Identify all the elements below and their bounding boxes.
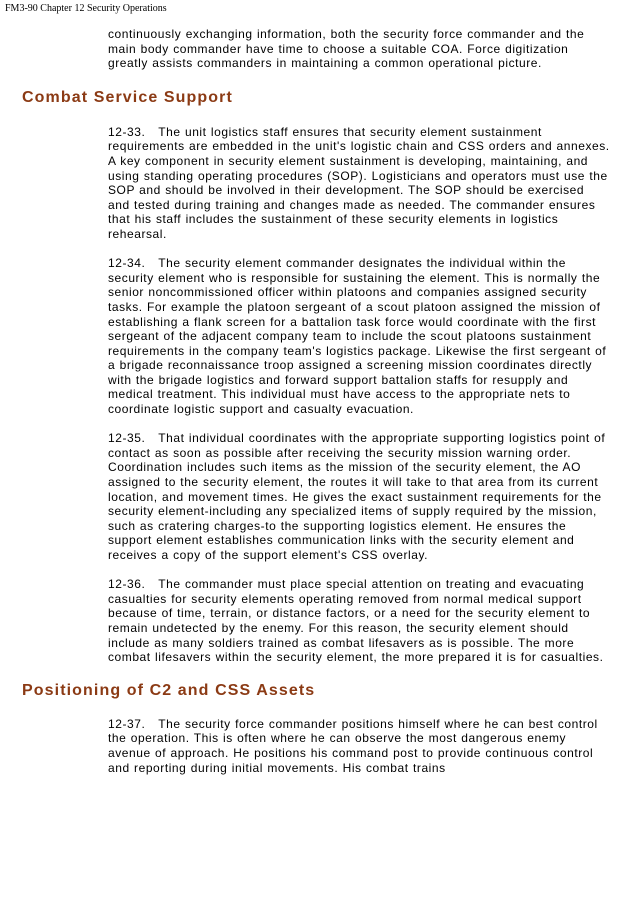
paragraph-12-34: 12-34. The security element commander designates the individual within the security element who is responsible for sustaining the element. This is normally the senior noncommissioned officer within platoons and companies assigned security tasks. For example the platoon sergeant of a scout platoon assigned the mission of establishing a flank screen for a battalion task force would coordinate with the first sergeant of the adjacent company team to include the scout platoons sustainment requirements in the company team's logistics package. Likewise the first sergeant of a brigade reconnaissance troop assigned a screening mission coordinates directly with the brigade logistics and forward support battalion staffs for resupply and medical treatment. This individual must have access to the appropriate nets to coordinate logistic support and casualty evacuation. — [108, 256, 611, 417]
paragraph-12-37: 12-37. The security force commander positions himself where he can best control the operation. This is often where he can observe the most dangerous enemy avenue of approach. He positions his command post to provide continuous control and reporting during initial movements. His combat trains — [108, 716, 603, 775]
page-header-title: FM3-90 Chapter 12 Security Operations — [5, 3, 167, 14]
intro-paragraph: continuously exchanging information, both the security force commander and the main body commander have time to choose a suitable COA. Force digitization greatly assists commanders in maintaining a common operational picture. — [108, 27, 589, 71]
section-heading-combat-service-support: Combat Service Support — [22, 88, 233, 106]
paragraph-12-35: 12-35. That individual coordinates with the appropriate supporting logistics point of contact as soon as possible after receiving the security mission warning order. Coordination includes such items as the mission of the security element, the AO assigned to the security element, the routes it will take to that area from its current location, and movement times. He gives the exact sustainment requirements for the security element-including any specialized items of supply required by the mission, such as cratering charges-to the supporting logistics element. He ensures the support element establishes communication links with the security element and receives a copy of the support element's CSS overlay. — [108, 431, 610, 562]
document-body — [0, 27, 635, 775]
paragraph-12-33: 12-33. The unit logistics staff ensures that security element sustainment requirements are embedded in the unit's logistic chain and CSS orders and annexes. A key component in security element sustainment is developing, maintaining, and using standing operating procedures (SOP). Logisticians and operators must use the SOP and should be involved in their development. The SOP should be exercised and tested during training and changes made as needed. The commander ensures that his staff includes the sustainment of these security elements in logistics rehearsal. — [108, 124, 614, 241]
paragraph-12-36: 12-36. The commander must place special attention on treating and evacuating casualties for security elements operating removed from normal medical support because of time, terrain, or distance factors, or a need for the security element to remain undetected by the enemy. For this reason, the security element should include as many soldiers trained as combat lifesavers as is possible. The more combat lifesavers within the security element, the more prepared it is for casualties. — [108, 577, 604, 665]
section-heading-positioning-c2-css: Positioning of C2 and CSS Assets — [22, 681, 316, 699]
